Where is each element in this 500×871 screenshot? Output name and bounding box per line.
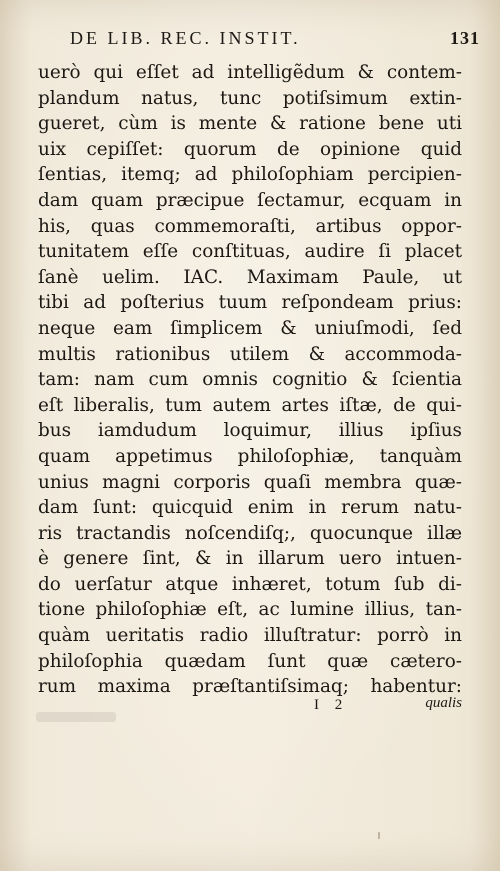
text-line: quam appetimus philoſophiæ, tanquàm <box>38 445 462 467</box>
text-line: bus iamdudum loquimur, illius ipſius <box>38 420 462 442</box>
text-line: multis rationibus utilem & accommoda- <box>38 343 462 365</box>
signature-mark: I 2 <box>314 697 349 713</box>
text-line: dam ſunt: quicquid enim in rerum natu- <box>38 497 462 519</box>
text-line: rum maxima præſtantiſsimaq; habentur: <box>38 676 462 698</box>
page-number: 131 <box>450 28 480 48</box>
paper-speck <box>378 832 380 839</box>
page-footer <box>38 697 462 719</box>
text-line: dam quam præcipue ſectamur, ecquam in <box>38 189 462 211</box>
text-line: plandum natus, tunc potiſsimum extin- <box>38 87 462 109</box>
text-line: ris tractandis noſcendiſq;, quocunque illæ <box>38 522 462 544</box>
running-head <box>70 28 480 50</box>
catchword: qualis <box>425 695 462 711</box>
text-line: tam: nam cum omnis cognitio & ſcientia <box>38 369 462 391</box>
text-line: his, quas commemoraſti, artibus oppor- <box>38 215 462 237</box>
body-text <box>38 60 462 700</box>
text-line: eſt liberalis, tum autem artes iſtæ, de qui- <box>38 394 462 416</box>
text-line: philoſophia quædam ſunt quæ cætero- <box>38 650 462 672</box>
text-line: quàm ueritatis radio illuſtratur: porrò in <box>38 625 462 647</box>
text-line: tibi ad poſterius tuum reſpondeam prius: <box>38 292 462 314</box>
text-line: unius magni corporis quaſi membra quæ- <box>38 471 462 493</box>
text-line: uix cepiſſet: quorum de opinione quid <box>38 138 462 160</box>
text-line: ſanè uelim. IAC. Maximam Paule, ut <box>38 266 462 288</box>
text-line: do uerſatur atque inhæret, totum ſub di- <box>38 573 462 595</box>
text-line: neque eam ſimplicem & uniuſmodi, ſed <box>38 317 462 339</box>
text-line: tunitatem eſſe conſtituas, audire ſi placet <box>38 241 462 263</box>
text-line: tione philoſophiæ eſt, ac lumine illius, tan- <box>38 599 462 621</box>
text-line: gueret, cùm is mente & ratione bene uti <box>38 113 462 135</box>
text-line: è genere ſint, & in illarum uero intuen- <box>38 548 462 570</box>
text-line: uerò qui eſſet ad intelligẽdum & contem- <box>38 62 462 83</box>
running-title: DE LIB. REC. INSTIT. <box>70 28 301 48</box>
text-line: ſentias, itemq; ad philoſophiam percipien- <box>38 164 462 186</box>
